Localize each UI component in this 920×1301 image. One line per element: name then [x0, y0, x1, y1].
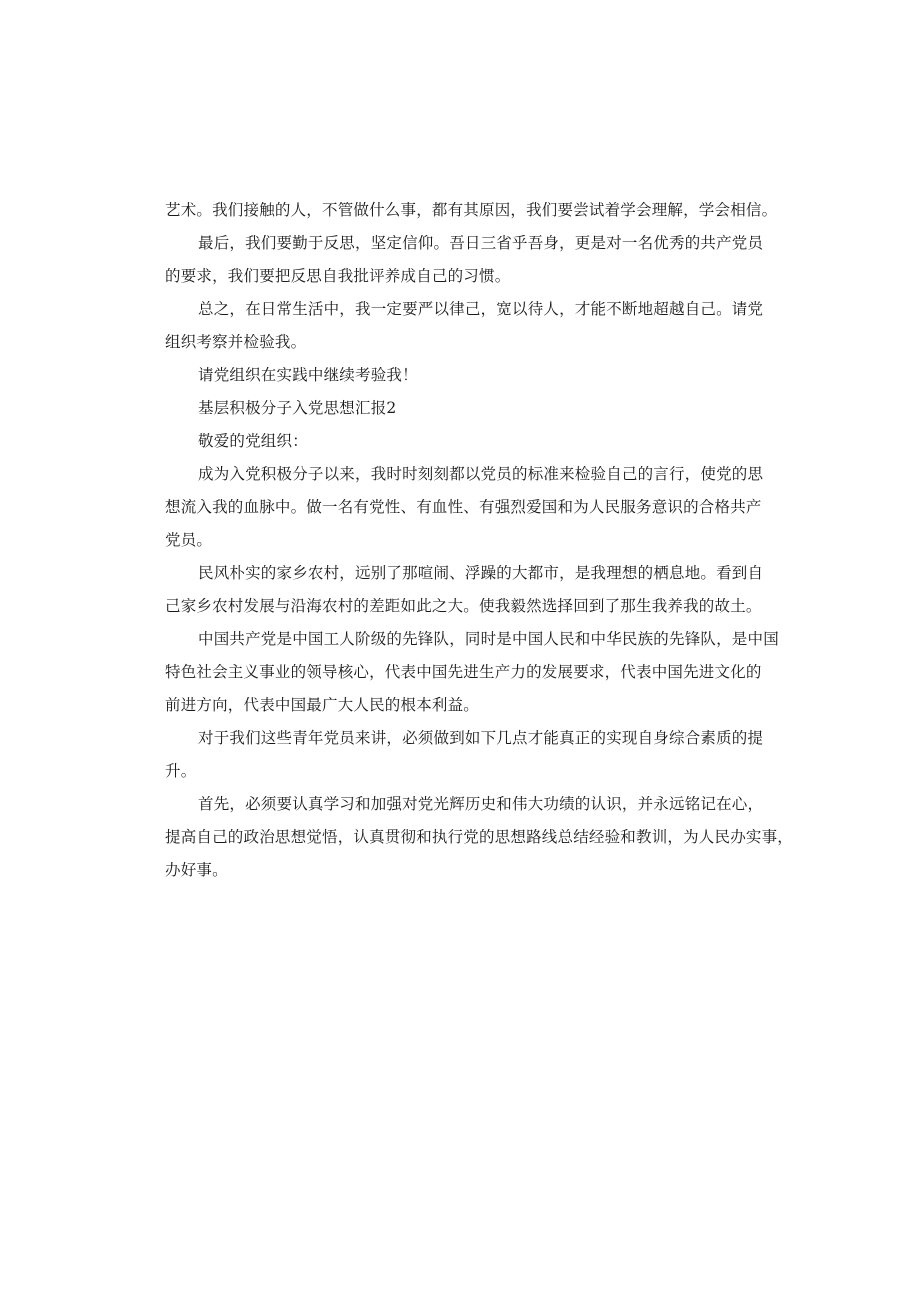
salutation: 敬爱的党组织：	[198, 432, 308, 450]
body-line: 请党组织在实践中继续考验我！	[198, 366, 418, 384]
body-line: 成为入党积极分子以来，我时时刻刻都以党员的标准来检验自己的言行，使党的思	[198, 465, 764, 483]
body-line: 想流入我的血脉中。做一名有党性、有血性、有强烈爱国和为人民服务意识的合格共产	[165, 498, 762, 516]
body-line: 己家乡农村发展与沿海农村的差距如此之大。使我毅然选择回到了那生我养我的故土。	[165, 597, 762, 615]
body-line: 组织考察并检验我。	[165, 333, 307, 351]
body-line: 党员。	[165, 531, 213, 549]
body-line: 民风朴实的家乡农村，远别了那喧闹、浮躁的大都市，是我理想的栖息地。看到自	[198, 564, 764, 582]
body-line: 前进方向，代表中国最广大人民的根本利益。	[165, 696, 480, 714]
body-line: 提高自己的政治思想觉悟，认真贯彻和执行党的思想路线总结经验和教训，为人民办实事，	[165, 828, 794, 846]
body-line: 办好事。	[165, 861, 228, 879]
body-line: 的要求，我们要把反思自我批评养成自己的习惯。	[165, 267, 511, 285]
body-line: 艺术。我们接触的人，不管做什么事，都有其原因，我们要尝试着学会理解，学会相信。	[165, 201, 778, 219]
section-title: 基层积极分子入党思想汇报2	[198, 399, 397, 417]
body-line: 首先，必须要认真学习和加强对党光辉历史和伟大功绩的认识，并永远铭记在心，	[198, 795, 764, 813]
body-line: 中国共产党是中国工人阶级的先锋队，同时是中国人民和中华民族的先锋队，是中国	[198, 630, 779, 648]
body-line: 升。	[165, 762, 197, 780]
body-line: 对于我们这些青年党员来讲，必须做到如下几点才能真正的实现自身综合素质的提	[198, 729, 764, 747]
body-line: 最后，我们要勤于反思，坚定信仰。吾日三省乎吾身，更是对一名优秀的共产党员	[198, 234, 764, 252]
body-line: 特色社会主义事业的领导核心，代表中国先进生产力的发展要求，代表中国先进文化的	[165, 663, 762, 681]
body-line: 总之，在日常生活中，我一定要严以律己，宽以待人，才能不断地超越自己。请党	[198, 300, 764, 318]
